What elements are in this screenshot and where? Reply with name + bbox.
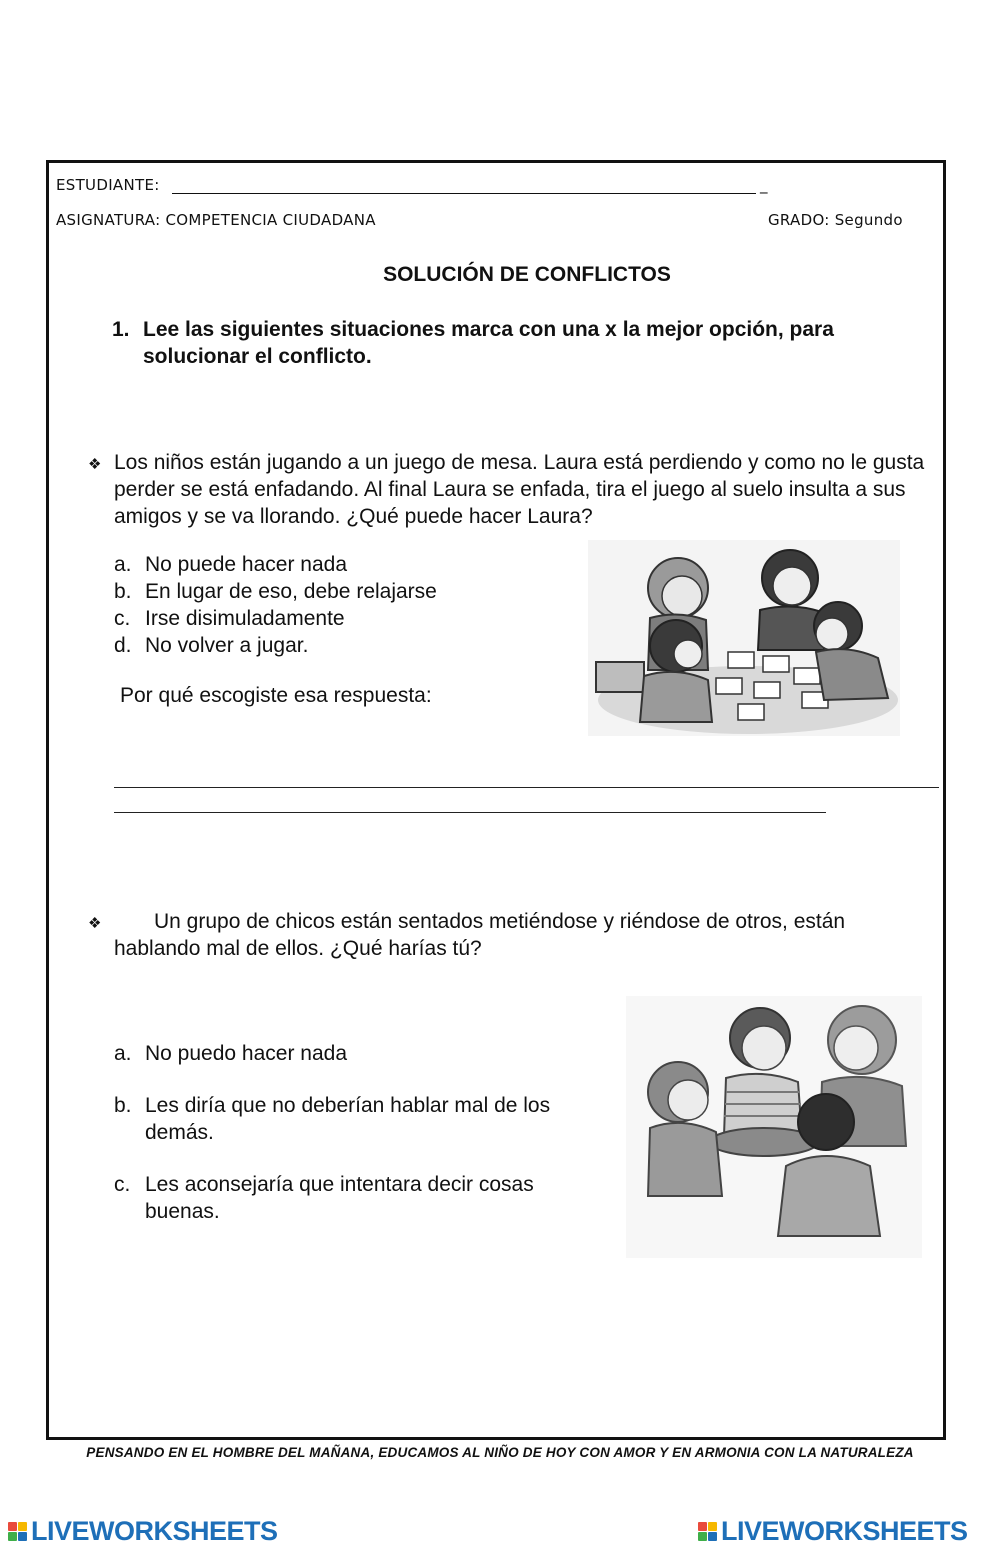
option-d[interactable]: d. No volver a jugar. bbox=[114, 634, 309, 657]
student-line-end: _ bbox=[760, 176, 768, 194]
option-a[interactable]: a. No puedo hacer nada bbox=[114, 1042, 347, 1065]
situation1-text: Los niños están jugando a un juego de mesa. Laura está perdiendo y como no le gusta perder se está enfadando. Al final Laura se enfada, tira el juego al suelo insulta a sus amigos y se va llorando. ¿Qué puede hacer Laura? bbox=[114, 451, 925, 528]
answer-line-1[interactable] bbox=[114, 787, 939, 788]
subject-label: ASIGNATURA: COMPETENCIA CIUDADANA bbox=[56, 211, 376, 229]
kids-circle-illustration bbox=[626, 996, 922, 1258]
brand-logo-icon bbox=[698, 1522, 717, 1541]
brand-logo-icon bbox=[8, 1522, 27, 1541]
option-c[interactable]: c. Les aconsejaría que intentara decir cosas buenas. bbox=[114, 1173, 534, 1223]
situation2-options bbox=[114, 1040, 594, 1225]
option-b[interactable]: b. Les diría que no deberían hablar mal de los demás. bbox=[114, 1094, 551, 1144]
bullet-icon: ❖ bbox=[88, 915, 102, 932]
grade-label: GRADO: Segundo bbox=[768, 211, 903, 229]
bullet-icon: ❖ bbox=[88, 456, 102, 473]
instruction-number: 1. bbox=[112, 318, 130, 341]
footer-motto: PENSANDO EN EL HOMBRE DEL MAÑANA, EDUCAMOS AL NIÑO DE HOY CON AMOR Y EN ARMONIA CON LA NATURALEZA bbox=[86, 1445, 914, 1460]
instruction-text: Lee las siguientes situaciones marca con una x la mejor opción, para solucionar el conflicto. bbox=[143, 318, 834, 368]
student-label: ESTUDIANTE: bbox=[56, 176, 160, 194]
why-answer-label: Por qué escogiste esa respuesta: bbox=[120, 684, 432, 707]
brand-name: LIVEWORKSHEETS bbox=[721, 1516, 968, 1546]
answer-line-2[interactable] bbox=[114, 812, 826, 813]
page-title: SOLUCIÓN DE CONFLICTOS bbox=[383, 263, 671, 286]
option-c[interactable]: c. Irse disimuladamente bbox=[114, 607, 345, 630]
situation1-options bbox=[114, 551, 574, 659]
situation2-text: Un grupo de chicos están sentados metiéndose y riéndose de otros, están hablando mal de ellos. ¿Qué harías tú? bbox=[114, 910, 846, 960]
instruction bbox=[112, 316, 912, 370]
brand-name: LIVEWORKSHEETS bbox=[31, 1516, 278, 1546]
option-b[interactable]: b. En lugar de eso, debe relajarse bbox=[114, 580, 437, 603]
brand-right bbox=[698, 1516, 968, 1547]
kids-board-game-illustration bbox=[588, 540, 900, 736]
brand-left bbox=[8, 1516, 278, 1547]
student-name-line[interactable] bbox=[172, 193, 756, 194]
option-a[interactable]: a. No puede hacer nada bbox=[114, 553, 347, 576]
